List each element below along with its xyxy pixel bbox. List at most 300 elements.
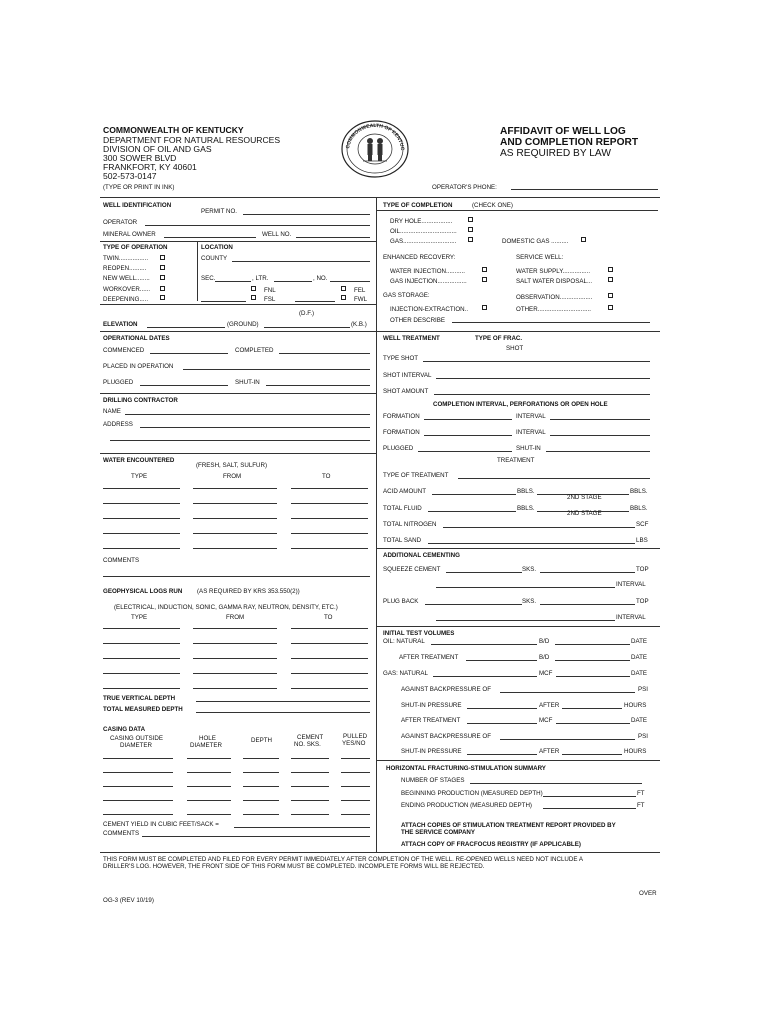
log-to-col-header: TO xyxy=(324,614,333,621)
water-from-field[interactable] xyxy=(193,503,277,504)
gas-after-treatment-label: AFTER TREATMENT xyxy=(401,717,461,724)
elevation-label: ELEVATION xyxy=(103,321,138,328)
well-no-label: WELL NO. xyxy=(262,231,292,238)
interval-label-2: INTERVAL xyxy=(516,429,546,436)
observation-label: OBSERVATION................... xyxy=(516,294,593,301)
total-fluid-field[interactable] xyxy=(428,511,516,512)
water-injection-label: WATER INJECTION........... xyxy=(390,268,465,275)
oil-after-treatment-label: AFTER TREATMENT xyxy=(399,654,459,661)
type-shot-field[interactable] xyxy=(423,361,650,362)
hole-diameter-field[interactable] xyxy=(187,800,231,801)
section-divider xyxy=(100,304,376,305)
footer-notice-line1: THIS FORM MUST BE COMPLETED AND FILED FOR EVERY PERMIT IMMEDIATELY AFTER COMPLETION OF THE WELL. RE-OPENED WELLS NEED NOT INCLUDE A xyxy=(103,856,583,863)
log-from-field[interactable] xyxy=(193,628,277,629)
plug-back-sks-field[interactable] xyxy=(425,604,522,605)
hours-label-2: HOURS xyxy=(624,748,647,755)
gas-natural-mcf-field[interactable] xyxy=(433,676,537,677)
contractor-name-label: NAME xyxy=(103,408,121,415)
gas-after-date-field[interactable] xyxy=(556,723,630,724)
log-types-note: (ELECTRICAL, INDUCTION, SONIC, GAMMA RAY, NEUTRON, DENSITY, ETC.) xyxy=(114,604,338,611)
ltr-field[interactable] xyxy=(274,281,312,282)
log-to-field[interactable] xyxy=(291,673,368,674)
water-to-field[interactable] xyxy=(291,533,368,534)
beginning-ft-label: FT xyxy=(637,790,645,797)
formation-field-2[interactable] xyxy=(424,435,512,436)
location-heading: LOCATION xyxy=(201,244,233,251)
section-divider xyxy=(100,453,376,454)
gas-natural-date-label: DATE xyxy=(631,670,648,677)
casing-od-field[interactable] xyxy=(103,758,173,759)
hole-diameter-header-2: DIAMETER xyxy=(190,742,222,749)
water-to-col-header: TO xyxy=(322,473,331,480)
log-type-field[interactable] xyxy=(103,673,180,674)
pulled-header-1: PULLED xyxy=(343,733,368,740)
operational-dates-heading: OPERATIONAL DATES xyxy=(103,335,170,342)
over-note: OVER xyxy=(639,890,657,897)
ending-ft-label: FT xyxy=(637,802,645,809)
water-supply-checkbox[interactable] xyxy=(608,267,613,272)
squeeze-interval-label: INTERVAL xyxy=(616,581,646,588)
fel-checkbox[interactable] xyxy=(341,286,346,291)
mineral-owner-label: MINERAL OWNER xyxy=(103,231,156,238)
log-from-field[interactable] xyxy=(193,673,277,674)
pulled-header-2: YES/NO xyxy=(342,740,366,747)
plug-back-label: PLUG BACK xyxy=(383,598,419,605)
gas-checkbox[interactable] xyxy=(468,237,473,242)
casing-od-field[interactable] xyxy=(103,800,173,801)
depth-field[interactable] xyxy=(243,772,279,773)
oil-natural-date-label: DATE xyxy=(631,638,648,645)
operators-phone-label: OPERATOR'S PHONE: xyxy=(432,184,497,191)
well-treatment-heading: WELL TREATMENT xyxy=(383,335,440,342)
plug-back-interval-label: INTERVAL xyxy=(616,614,646,621)
against-backpressure-field-2[interactable] xyxy=(500,739,635,740)
shut-in-field[interactable] xyxy=(266,385,370,386)
injection-extraction-label: INJECTION-EXTRACTION.. xyxy=(390,306,469,313)
log-type-field[interactable] xyxy=(103,658,180,659)
attach-copies-line2: THE SERVICE COMPANY xyxy=(401,829,476,836)
permit-no-field[interactable] xyxy=(243,214,370,215)
elevation-ground-field[interactable] xyxy=(147,327,225,328)
section-divider xyxy=(100,331,376,332)
plugged-label-right: PLUGGED xyxy=(383,445,414,452)
contractor-address-field[interactable] xyxy=(140,427,370,428)
water-from-field[interactable] xyxy=(193,548,277,549)
plug-back-top-label: TOP xyxy=(636,598,649,605)
shut-in-field-right[interactable] xyxy=(546,451,650,452)
treatment-subheading: TREATMENT xyxy=(497,457,535,464)
log-to-field[interactable] xyxy=(291,628,368,629)
geophysical-logs-heading: GEOPHYSICAL LOGS RUN xyxy=(103,588,183,595)
form-title-line1: AFFIDAVIT OF WELL LOG xyxy=(500,126,626,137)
depth-field[interactable] xyxy=(243,758,279,759)
shut-in-pressure-label-1: SHUT-IN PRESSURE xyxy=(401,702,462,709)
section-divider xyxy=(376,331,660,332)
well-identification-heading: WELL IDENTIFICATION xyxy=(103,202,172,209)
gas-natural-date-field[interactable] xyxy=(556,676,630,677)
gas-label: GAS............................... xyxy=(390,238,457,245)
squeeze-sks-label: SKS. xyxy=(522,566,537,573)
against-backpressure-label-2: AGAINST BACKPRESSURE OF xyxy=(401,733,491,740)
plug-back-top-field[interactable] xyxy=(540,604,635,605)
df-label: (D.F.) xyxy=(299,310,315,317)
acid-amount-label: ACID AMOUNT xyxy=(383,488,426,495)
shut-in-pressure-field-2[interactable] xyxy=(467,754,537,755)
log-type-col-header: TYPE xyxy=(131,614,148,621)
depth-field[interactable] xyxy=(243,814,279,815)
squeeze-cement-interval-field[interactable] xyxy=(436,587,615,588)
other-checkbox[interactable] xyxy=(608,305,613,310)
section-divider xyxy=(376,760,660,761)
new-well-checkbox[interactable] xyxy=(160,275,165,280)
oil-natural-date-field[interactable] xyxy=(555,644,630,645)
shut-in-hours-field-2[interactable] xyxy=(562,754,622,755)
total-nitrogen-field[interactable] xyxy=(443,527,635,528)
agency-street: 300 SOWER BLVD xyxy=(103,153,177,163)
gas-after-mcf-label: MCF xyxy=(539,717,553,724)
casing-od-field[interactable] xyxy=(103,772,173,773)
water-to-field[interactable] xyxy=(291,503,368,504)
shot-interval-field[interactable] xyxy=(436,378,650,379)
hole-diameter-header-1: HOLE xyxy=(199,735,216,742)
water-type-field[interactable] xyxy=(103,503,180,504)
county-label: COUNTY xyxy=(201,255,228,262)
column-divider xyxy=(376,197,377,852)
other-describe-label: OTHER DESCRIBE xyxy=(390,317,446,324)
water-from-field[interactable] xyxy=(193,488,277,489)
placed-in-operation-field[interactable] xyxy=(183,369,370,370)
krs-note: (AS REQUIRED BY KRS 353.550(2)) xyxy=(197,588,300,595)
fluid-2nd-stage-label: 2ND STAGE xyxy=(567,510,602,517)
shot-subheading: SHOT xyxy=(506,345,524,352)
cement-sks-field[interactable] xyxy=(291,800,329,801)
true-vertical-depth-label: TRUE VERTICAL DEPTH xyxy=(103,695,176,702)
attach-fracfocus-note: ATTACH COPY OF FRACFOCUS REGISTRY (IF APPLICABLE) xyxy=(401,841,581,848)
interval-label-1: INTERVAL xyxy=(516,413,546,420)
casing-od-header-1: CASING OUTSIDE xyxy=(110,735,163,742)
cement-yield-label: CEMENT YIELD IN CUBIC FEET/SACK = xyxy=(103,821,219,828)
contractor-address-field-2[interactable] xyxy=(110,440,370,441)
fnl-fsl-distance-field[interactable] xyxy=(201,301,246,302)
hours-label-1: HOURS xyxy=(624,702,647,709)
fsl-label: FSL xyxy=(264,296,276,303)
water-comments-label: COMMENTS xyxy=(103,557,140,564)
water-type-field[interactable] xyxy=(103,548,180,549)
water-to-field[interactable] xyxy=(291,488,368,489)
check-one-note: (CHECK ONE) xyxy=(472,202,513,209)
well-no-field[interactable] xyxy=(296,237,370,238)
squeeze-top-label: TOP xyxy=(636,566,649,573)
workover-label: WORKOVER...... xyxy=(103,286,151,293)
interval-field-2[interactable] xyxy=(550,435,650,436)
acid-bbls-label: BBLS. xyxy=(517,488,535,495)
pulled-field[interactable] xyxy=(341,786,370,787)
mineral-owner-field[interactable] xyxy=(164,237,256,238)
log-to-field[interactable] xyxy=(291,688,368,689)
shut-in-pressure-label-2: SHUT-IN PRESSURE xyxy=(401,748,462,755)
plugged-label: PLUGGED xyxy=(103,379,134,386)
section-divider xyxy=(100,241,376,242)
injection-extraction-checkbox[interactable] xyxy=(482,305,487,310)
type-of-operation-heading: TYPE OF OPERATION xyxy=(103,244,168,251)
after-label-2: AFTER xyxy=(539,748,560,755)
casing-od-field[interactable] xyxy=(103,786,173,787)
depth-header: DEPTH xyxy=(251,737,272,744)
drilling-contractor-heading: DRILLING CONTRACTOR xyxy=(103,397,178,404)
other-describe-field[interactable] xyxy=(452,322,650,323)
plug-back-sks-label: SKS. xyxy=(522,598,537,605)
reopen-checkbox[interactable] xyxy=(160,265,165,270)
casing-od-field[interactable] xyxy=(103,814,173,815)
fel-label: FEL xyxy=(354,287,366,294)
contractor-address-label: ADDRESS xyxy=(103,421,133,428)
sec-label: SEC. xyxy=(201,275,216,282)
completed-field[interactable] xyxy=(279,353,370,354)
cement-header-1: CEMENT xyxy=(297,734,324,741)
log-from-field[interactable] xyxy=(193,658,277,659)
fwl-checkbox[interactable] xyxy=(341,295,346,300)
water-injection-checkbox[interactable] xyxy=(482,267,487,272)
formation-label-1: FORMATION xyxy=(383,413,420,420)
form-title-line2: AND COMPLETION REPORT xyxy=(500,137,639,148)
operators-phone-field[interactable] xyxy=(511,189,658,190)
type-or-print-note: (TYPE OR PRINT IN INK) xyxy=(103,184,175,191)
kentucky-seal-icon xyxy=(339,119,411,179)
total-fluid-label: TOTAL FLUID xyxy=(383,505,422,512)
commenced-field[interactable] xyxy=(150,353,228,354)
depth-field[interactable] xyxy=(243,786,279,787)
fel-fwl-distance-field[interactable] xyxy=(295,301,335,302)
psi-label-1: PSI xyxy=(638,686,648,693)
cement-yield-field[interactable] xyxy=(234,827,370,828)
pulled-field[interactable] xyxy=(341,814,370,815)
kb-label: (K.B.) xyxy=(351,321,367,328)
oil-after-treatment-bd-field[interactable] xyxy=(466,660,537,661)
total-measured-depth-label: TOTAL MEASURED DEPTH xyxy=(103,706,183,713)
cement-sks-field[interactable] xyxy=(291,814,329,815)
fwl-label: FWL xyxy=(354,296,368,303)
depth-field[interactable] xyxy=(243,800,279,801)
oil-after-date-field[interactable] xyxy=(555,660,630,661)
oil-after-bd-label: B/D xyxy=(539,654,550,661)
domestic-gas-label: DOMESTIC GAS .......... xyxy=(502,238,569,245)
agency-city: FRANKFORT, KY 40601 xyxy=(103,162,197,172)
shut-in-label-right: SHUT-IN xyxy=(516,445,541,452)
pulled-field[interactable] xyxy=(341,800,370,801)
hole-diameter-field[interactable] xyxy=(187,786,231,787)
twin-checkbox[interactable] xyxy=(160,255,165,260)
casing-comments-field[interactable] xyxy=(142,836,370,837)
operation-location-divider xyxy=(197,241,198,301)
plug-back-interval-field[interactable] xyxy=(436,620,615,621)
attach-copies-line1: ATTACH COPIES OF STIMULATION TREATMENT REPORT PROVIDED BY xyxy=(401,822,616,829)
footer-notice-line2: DRILLER'S LOG. HOWEVER, THE FRONT SIDE OF THIS FORM MUST BE COMPLETED. INCOMPLETE FORMS WILL BE REJECTED. xyxy=(103,863,485,870)
completion-heading-rule xyxy=(377,210,658,211)
twin-label: TWIN................. xyxy=(103,255,149,262)
operator-field[interactable] xyxy=(145,225,370,226)
log-type-field[interactable] xyxy=(103,643,180,644)
plugged-field-right[interactable] xyxy=(418,451,512,452)
fnl-label: FNL xyxy=(264,287,276,294)
sec-field[interactable] xyxy=(215,281,251,282)
oil-natural-bd-field[interactable] xyxy=(431,644,537,645)
water-from-col-header: FROM xyxy=(223,473,242,480)
against-backpressure-label-1: AGAINST BACKPRESSURE OF xyxy=(401,686,491,693)
plugged-field[interactable] xyxy=(140,385,228,386)
water-type-field[interactable] xyxy=(103,518,180,519)
form-top-border xyxy=(100,197,660,198)
water-type-field[interactable] xyxy=(103,533,180,534)
seal-text: COMMONWEALTH OF KENTUC xyxy=(345,122,406,151)
casing-comments-label: COMMENTS xyxy=(103,830,140,837)
initial-test-volumes-heading: INITIAL TEST VOLUMES xyxy=(383,630,455,637)
new-well-label: NEW WELL........ xyxy=(103,275,150,282)
gas-after-treatment-mcf-field[interactable] xyxy=(467,723,537,724)
log-from-field[interactable] xyxy=(193,688,277,689)
ltr-label: , LTR. xyxy=(252,275,269,282)
water-encountered-heading: WATER ENCOUNTERED xyxy=(103,457,175,464)
gas-injection-checkbox[interactable] xyxy=(482,277,487,282)
agency-name: COMMONWEALTH OF KENTUCKY xyxy=(103,125,244,135)
pulled-field[interactable] xyxy=(341,758,370,759)
fsl-checkbox[interactable] xyxy=(251,295,256,300)
agency-division: DIVISION OF OIL AND GAS xyxy=(103,144,212,154)
form-bottom-border xyxy=(100,852,660,853)
workover-checkbox[interactable] xyxy=(160,286,165,291)
oil-natural-label: OIL: NATURAL xyxy=(383,638,425,645)
shut-in-hours-field-1[interactable] xyxy=(562,708,622,709)
shot-amount-field[interactable] xyxy=(434,394,650,395)
water-type-field[interactable] xyxy=(103,488,180,489)
completed-label: COMPLETED xyxy=(235,347,274,354)
water-supply-label: WATER SUPPLY................ xyxy=(516,268,591,275)
fluid-bbls-label: BBLS. xyxy=(517,505,535,512)
water-from-field[interactable] xyxy=(193,518,277,519)
beginning-production-label: BEGINNING PRODUCTION (MEASURED DEPTH) xyxy=(401,790,543,797)
water-comments-field[interactable] xyxy=(103,576,370,577)
fluid-2nd-bbls-label: BBLS. xyxy=(630,505,648,512)
type-of-completion-heading: TYPE OF COMPLETION xyxy=(383,202,453,209)
log-to-field[interactable] xyxy=(291,643,368,644)
cement-sks-field[interactable] xyxy=(291,772,329,773)
domestic-gas-checkbox[interactable] xyxy=(581,237,586,242)
squeeze-cement-sks-field[interactable] xyxy=(446,572,522,573)
ending-production-label: ENDING PRODUCTION (MEASURED DEPTH) xyxy=(401,802,532,809)
service-well-heading: SERVICE WELL: xyxy=(516,254,564,261)
type-of-treatment-label: TYPE OF TREATMENT xyxy=(383,472,449,479)
squeeze-cement-top-field[interactable] xyxy=(540,572,635,573)
log-to-field[interactable] xyxy=(291,658,368,659)
county-field[interactable] xyxy=(232,261,370,262)
acid-amount-field[interactable] xyxy=(432,494,516,495)
total-nitrogen-label: TOTAL NITROGEN xyxy=(383,521,437,528)
additional-cementing-heading: ADDITIONAL CEMENTING xyxy=(383,552,460,559)
beginning-production-field[interactable] xyxy=(543,796,636,797)
gas-after-date-label: DATE xyxy=(631,717,648,724)
oil-label: OIL................................. xyxy=(390,228,457,235)
oil-checkbox[interactable] xyxy=(468,227,473,232)
section-divider xyxy=(100,393,376,394)
hfs-summary-heading: HORIZONTAL FRACTURING-STIMULATION SUMMARY xyxy=(386,765,546,772)
form-id: OG-3 (REV 10/19) xyxy=(103,897,154,904)
placed-in-operation-label: PLACED IN OPERATION xyxy=(103,363,174,370)
shot-amount-label: SHOT AMOUNT xyxy=(383,388,429,395)
no-field[interactable] xyxy=(330,281,370,282)
cement-sks-field[interactable] xyxy=(291,786,329,787)
number-of-stages-field[interactable] xyxy=(470,783,642,784)
observation-checkbox[interactable] xyxy=(608,293,613,298)
dry-hole-checkbox[interactable] xyxy=(468,217,473,222)
no-label: , NO. xyxy=(313,275,328,282)
acid-2nd-stage-label: 2ND STAGE xyxy=(567,494,602,501)
water-types-note: (FRESH, SALT, SULFUR) xyxy=(196,462,268,469)
deepening-checkbox[interactable] xyxy=(160,295,165,300)
section-divider xyxy=(376,626,660,627)
formation-label-2: FORMATION xyxy=(383,429,420,436)
ending-production-field[interactable] xyxy=(543,808,636,809)
permit-no-label: PERMIT NO. xyxy=(201,208,237,215)
gas-storage-heading: GAS STORAGE: xyxy=(383,292,430,299)
true-vertical-depth-field[interactable] xyxy=(196,701,370,702)
section-divider xyxy=(376,548,660,549)
hole-diameter-field[interactable] xyxy=(187,772,231,773)
contractor-name-field[interactable] xyxy=(125,414,370,415)
commenced-label: COMMENCED xyxy=(103,347,145,354)
psi-label-2: PSI xyxy=(638,733,648,740)
interval-field-1[interactable] xyxy=(550,419,650,420)
reopen-label: REOPEN.......... xyxy=(103,265,147,272)
shut-in-label: SHUT-IN xyxy=(235,379,260,386)
dry-hole-label: DRY HOLE.................. xyxy=(390,218,453,225)
oil-after-date-label: DATE xyxy=(631,654,648,661)
against-backpressure-field-1[interactable] xyxy=(500,692,635,693)
casing-od-header-2: DIAMETER xyxy=(120,742,152,749)
log-from-field[interactable] xyxy=(193,643,277,644)
scf-label: SCF xyxy=(636,521,649,528)
hole-diameter-field[interactable] xyxy=(187,814,231,815)
water-from-field[interactable] xyxy=(193,533,277,534)
type-of-frac-heading: TYPE OF FRAC. xyxy=(475,335,523,342)
hole-diameter-field[interactable] xyxy=(187,758,231,759)
log-type-field[interactable] xyxy=(103,688,180,689)
log-type-field[interactable] xyxy=(103,628,180,629)
formation-field-1[interactable] xyxy=(424,419,512,420)
total-sand-label: TOTAL SAND xyxy=(383,537,422,544)
deepening-label: DEEPENING..... xyxy=(103,296,149,303)
form-title-line3: AS REQUIRED BY LAW xyxy=(500,148,611,159)
total-sand-field[interactable] xyxy=(428,543,635,544)
salt-water-disposal-label: SALT WATER DISPOSAL... xyxy=(516,278,593,285)
oil-natural-bd-label: B/D xyxy=(539,638,550,645)
water-to-field[interactable] xyxy=(291,548,368,549)
elevation-kb-field[interactable] xyxy=(264,327,350,328)
enhanced-recovery-heading: ENHANCED RECOVERY: xyxy=(383,254,456,261)
salt-water-disposal-checkbox[interactable] xyxy=(608,277,613,282)
shut-in-pressure-field-1[interactable] xyxy=(467,708,537,709)
total-measured-depth-field[interactable] xyxy=(196,712,370,713)
fnl-checkbox[interactable] xyxy=(251,286,256,291)
pulled-field[interactable] xyxy=(341,772,370,773)
casing-data-heading: CASING DATA xyxy=(103,726,146,733)
water-to-field[interactable] xyxy=(291,518,368,519)
shot-interval-label: SHOT INTERVAL xyxy=(383,372,432,379)
type-of-treatment-field[interactable] xyxy=(458,478,650,479)
agency-phone: 502-573-0147 xyxy=(103,171,157,181)
agency-department: DEPARTMENT FOR NATURAL RESOURCES xyxy=(103,135,281,145)
cement-header-2: NO. SKS. xyxy=(294,741,321,748)
ground-label: (GROUND) xyxy=(227,321,259,328)
cement-sks-field[interactable] xyxy=(291,758,329,759)
